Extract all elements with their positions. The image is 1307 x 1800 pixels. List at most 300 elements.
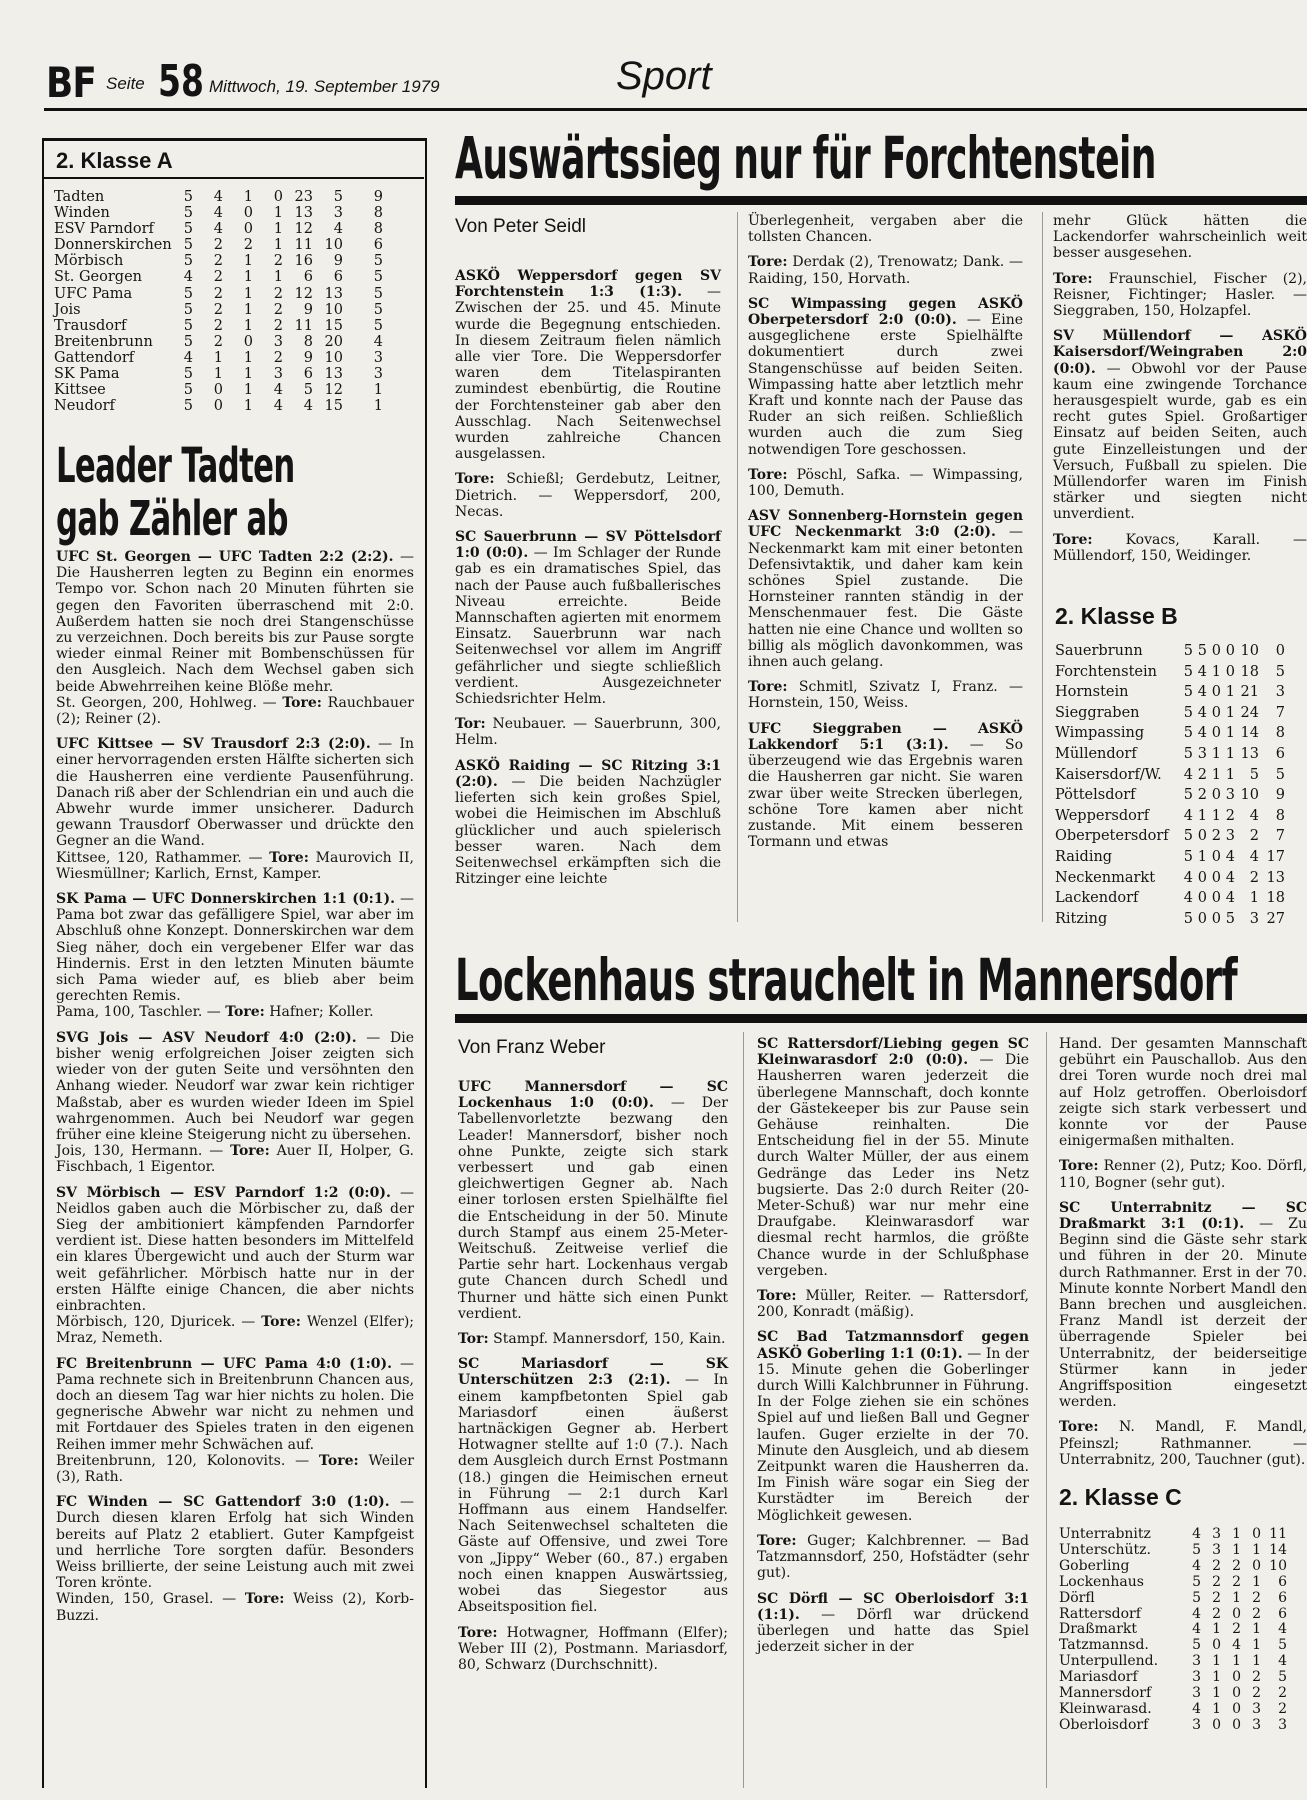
team-name: Goberling xyxy=(1059,1557,1130,1574)
standings-row xyxy=(1055,703,1307,724)
team-name: Raiding xyxy=(1055,848,1113,865)
page-number: 58 xyxy=(158,56,204,107)
body-text: — Pama bot zwar das gefälligere Spiel, war aber im Abschluß ohne Konzept. Donnerskirchen war dem Sieg näher, doch ein vergebener Elfer war das Hindernis. Erst in den letzten Minuten bäumte sich Pama wieder auf, es blieb aber beim gerechten Remis. xyxy=(56,891,415,1005)
issue-date: Mittwoch, 19. September 1979 xyxy=(209,77,440,96)
stat-cell: 1 xyxy=(373,382,383,399)
stat-cell: 5 xyxy=(1192,1573,1201,1590)
stat-cell: 4 xyxy=(273,398,283,415)
stat-cell: 1 xyxy=(1225,725,1235,742)
article-paragraph xyxy=(757,1591,1029,1656)
article-paragraph xyxy=(455,529,721,707)
stat-cell: 4 xyxy=(213,205,223,222)
stat-cell: 0 xyxy=(1232,1685,1241,1702)
stat-cell: 0 xyxy=(1211,848,1221,865)
body-text: Maurovich II, Wiesmüllner; Karlich, Ernst, Kamper. xyxy=(56,849,414,882)
standings-row xyxy=(1059,1654,1307,1670)
stat-cell: 5 xyxy=(183,285,193,302)
article-paragraph xyxy=(56,549,414,695)
stat-cell: 0 xyxy=(1212,1637,1221,1654)
stat-cell: 4 xyxy=(1192,1621,1201,1638)
body-text: Hand. Der gesamten Mannschaft gebührt ein Pauschallob. Aus den drei Toren wurde noch drei mal auf Holz getroffen. Oberloisdorf zeigte sich stark verbessert und konnte vor der Pause einigermaßen mithalten. xyxy=(1059,1036,1307,1150)
article-paragraph xyxy=(748,254,1023,286)
standings-row xyxy=(1059,1527,1307,1543)
stat-cell: 3 xyxy=(1212,1526,1221,1542)
standings-row xyxy=(54,221,414,237)
stat-cell: 2 xyxy=(273,253,283,270)
stat-cell: 5 xyxy=(183,301,193,318)
stat-cell: 7 xyxy=(1275,704,1285,721)
stat-cell: 5 xyxy=(183,333,193,350)
stat-cell: 5 xyxy=(1249,766,1259,783)
article-paragraph xyxy=(1059,1200,1307,1411)
body-text: — Die Hausherren legten zu Beginn ein enormes Tempo vor. Schon nach 20 Minuten führten sie gegen den Favoriten überraschend mit 2:0. Außerdem hatten sie noch drei Stangenschüsse zu verzeichnen. Doch bereits bis zur Pause sorgte wieder einmal Reiner mit Bombenschüssen für den Ausgleich. Nach dem Wechsel gaben sich beide Abwehrreihen keine Blöße mehr. xyxy=(56,549,414,695)
stat-cell: 5 xyxy=(1183,848,1193,865)
stat-cell: 9 xyxy=(333,253,343,270)
team-name: Hornstein xyxy=(1055,684,1129,701)
bold-text: Tore: xyxy=(230,1143,270,1160)
body-text: — Dörfl war drückend überlegen und hatte das Spiel jederzeit sicher in der xyxy=(757,1606,1029,1656)
body-text: Winden, 150, Grasel. — xyxy=(56,1591,245,1608)
standings-row xyxy=(1059,1559,1307,1575)
team-name: Müllendorf xyxy=(1055,745,1137,762)
bold-text: UFC St. Georgen — UFC Tadten 2:2 (2:2). xyxy=(56,549,394,565)
article-paragraph xyxy=(455,268,721,462)
standings-row xyxy=(54,286,414,302)
standings-row xyxy=(54,366,414,382)
team-name: Unterrabnitz xyxy=(1059,1526,1151,1542)
stat-cell: 5 xyxy=(1225,910,1235,927)
article-paragraph xyxy=(455,716,721,748)
team-name: SK Pama xyxy=(54,366,120,383)
bottom-byline: Von Franz Weber xyxy=(458,1037,606,1058)
stat-cell: 1 xyxy=(1225,766,1235,783)
stat-cell: 6 xyxy=(1278,1573,1287,1590)
stat-cell: 0 xyxy=(1211,787,1221,804)
stat-cell: 1 xyxy=(243,253,253,270)
stat-cell: 4 xyxy=(303,398,313,415)
standings-row xyxy=(1059,1670,1307,1686)
stat-cell: 2 xyxy=(1252,1669,1261,1686)
article-paragraph xyxy=(748,213,1023,245)
bold-text: Tore: xyxy=(757,1532,797,1549)
stat-cell: 0 xyxy=(1197,828,1207,845)
article-paragraph xyxy=(56,1004,414,1020)
stat-cell: 5 xyxy=(1183,684,1193,701)
bold-text: Tore: xyxy=(1059,1419,1099,1436)
standings-row xyxy=(54,334,414,350)
stat-cell: 4 xyxy=(1278,1621,1287,1638)
team-name: Lockenhaus xyxy=(1059,1573,1144,1590)
team-name: Kleinwarasd. xyxy=(1059,1700,1152,1717)
standings-row xyxy=(1055,723,1307,744)
standings-row xyxy=(1055,806,1307,827)
stat-cell: 5 xyxy=(183,366,193,383)
stat-cell: 1 xyxy=(1252,1653,1261,1670)
stat-cell: 1 xyxy=(1211,745,1221,762)
body-text: Jois, 130, Hermann. — xyxy=(56,1143,231,1160)
stat-cell: 0 xyxy=(1232,1700,1241,1717)
body-text: — Die Hausherren waren jederzeit die überlegene Mannschaft, doch konnte der Gästekeeper bis zur Pause sein Gehäuse reinhalten. Die Entscheidung fiel in der 55. Minute durch Walter Müller, der aus einem Gedränge das Leder ins Netz bugsierte. Das 2:0 durch Reiter (20-Meter-Schuß) war nur mehr eine Draufgabe. Kleinwarasdorf war diesmal recht harmlos, die größte Chance wurde in der Schlußphase vergeben. xyxy=(757,1052,1029,1279)
stat-cell: 8 xyxy=(303,333,313,350)
bold-text: UFC Sieggraben — ASKÖ Lakkendorf 5:1 (3:1). xyxy=(748,720,1023,753)
article-paragraph xyxy=(455,758,721,888)
body-text: Stampf. Mannersdorf, 150, Kain. xyxy=(488,1331,726,1348)
stat-cell: 1 xyxy=(213,366,223,383)
stat-cell: 4 xyxy=(373,333,383,350)
stat-cell: 5 xyxy=(373,317,383,334)
stat-cell: 2 xyxy=(1211,828,1221,845)
stat-cell: 0 xyxy=(1197,890,1207,907)
team-name: Wimpassing xyxy=(1055,725,1145,742)
stat-cell: 3 xyxy=(1252,1700,1261,1717)
stat-cell: 4 xyxy=(213,189,223,205)
stat-cell: 5 xyxy=(183,205,193,222)
stat-cell: 5 xyxy=(1192,1541,1201,1558)
stat-cell: 6 xyxy=(1278,1605,1287,1622)
stat-cell: 11 xyxy=(1269,1526,1287,1542)
stat-cell: 3 xyxy=(1225,787,1235,804)
stat-cell: 0 xyxy=(1225,643,1235,659)
article-paragraph xyxy=(56,891,414,1004)
article-paragraph xyxy=(455,471,721,520)
standings-row xyxy=(1059,1607,1307,1623)
body-text: — Obwohl vor der Pause kaum eine zwingende Torchance herausgespielt wurde, gab es ein recht gutes Spiel. Großartiger Einsatz auf beiden Seiten, auch gute Einzelleistungen und der Versuch, Fußball zu spielen. Die Müllendorfer waren im Finish stärker und siegten nicht unverdient. xyxy=(1053,360,1307,523)
stat-cell: 1 xyxy=(1212,1669,1221,1686)
stat-cell: 3 xyxy=(1252,1716,1261,1733)
standings-row xyxy=(1059,1702,1307,1718)
stat-cell: 1 xyxy=(1232,1541,1241,1558)
bottom-col-divider-1 xyxy=(743,1032,744,1788)
article-paragraph xyxy=(1059,1036,1307,1149)
standings-row xyxy=(1059,1638,1307,1654)
bold-text: Tore: xyxy=(244,1591,285,1608)
stat-cell: 0 xyxy=(1211,684,1221,701)
standings-row xyxy=(1055,847,1307,868)
bold-text: SC Wimpassing gegen ASKÖ Oberpetersdorf 2:0 (0:0). xyxy=(748,295,1023,329)
stat-cell: 6 xyxy=(1275,745,1285,762)
stat-cell: 3 xyxy=(1197,745,1207,762)
team-name: Oberloisdorf xyxy=(1059,1716,1149,1733)
body-text: — In einem kampfbetonten Spiel gab Mariasdorf einen äußerst hartnäckigen Gegner ab. Herbert Hotwagner stellte auf 1:0 (7.). Nach dem Ausgleich durch Ernst Postmann (18.) gingen die Heimischen erneut in Führung — 2:1 durch Karl Hoffmann aus einem Handselfer. Nach Seitenwechsel schalteten die Gäste auf Offensive, und zwei Tore von „Jippy“ Weber (60., 87.) ergaben noch einen knappen Auswärtssieg, wobei das Siegestor aus Abseitsposition fiel. xyxy=(458,1372,728,1616)
bold-text: UFC Kittsee — SV Trausdorf 2:3 (2:0). xyxy=(56,736,371,753)
stat-cell: 0 xyxy=(273,189,283,205)
bold-text: Tore: xyxy=(1059,1158,1099,1175)
stat-cell: 2 xyxy=(1212,1605,1221,1622)
body-text: Rauchbauer (2); Reiner (2). xyxy=(56,694,414,728)
article-paragraph xyxy=(748,721,1023,851)
team-name: Mariasdorf xyxy=(1059,1669,1138,1686)
stat-cell: 5 xyxy=(183,398,193,415)
stat-cell: 2 xyxy=(1232,1621,1241,1638)
article-paragraph xyxy=(56,1314,414,1346)
section-title: Sport xyxy=(616,54,712,98)
stat-cell: 0 xyxy=(1252,1557,1261,1574)
article-paragraph xyxy=(1059,1419,1307,1468)
article-paragraph xyxy=(458,1331,728,1347)
stat-cell: 5 xyxy=(1183,910,1193,927)
left-article-body xyxy=(56,549,414,1624)
stat-cell: 5 xyxy=(373,269,383,286)
stat-cell: 3 xyxy=(1275,684,1285,701)
standings-row xyxy=(54,237,414,253)
standings-row xyxy=(1055,785,1307,806)
stat-cell: 4 xyxy=(1278,1653,1287,1670)
stat-cell: 4 xyxy=(1249,848,1259,865)
stat-cell: 4 xyxy=(183,269,193,286)
body-text: Pöschl, Safka. — Wimpassing, 100, Demuth. xyxy=(748,466,1023,500)
stat-cell: 1 xyxy=(273,237,283,254)
team-name: Unterschütz. xyxy=(1059,1541,1151,1558)
stat-cell: 1 xyxy=(243,317,253,334)
article-paragraph xyxy=(56,850,414,882)
stat-cell: 13 xyxy=(294,205,313,222)
stat-cell: 15 xyxy=(324,317,343,334)
stat-cell: 2 xyxy=(1212,1589,1221,1606)
stat-cell: 9 xyxy=(373,189,383,205)
article-paragraph xyxy=(1053,213,1307,262)
stat-cell: 4 xyxy=(1183,869,1193,886)
stat-cell: 2 xyxy=(1225,807,1235,824)
stat-cell: 2 xyxy=(213,317,223,334)
stat-cell: 0 xyxy=(1211,869,1221,886)
top-col3 xyxy=(1053,213,1307,564)
bold-text: Tore: xyxy=(269,849,309,866)
body-text: Müller, Reiter. — Rattersdorf, 200, Konradt (mäßig). xyxy=(757,1288,1029,1321)
stat-cell: 1 xyxy=(1212,1700,1221,1717)
stat-cell: 13 xyxy=(1240,745,1259,762)
stat-cell: 13 xyxy=(1266,869,1285,886)
team-name: Pöttelsdorf xyxy=(1055,787,1136,804)
standings-row xyxy=(54,318,414,334)
stat-cell: 1 xyxy=(1211,807,1221,824)
bold-text: Tore: xyxy=(455,471,495,488)
team-name: Unterpullend. xyxy=(1059,1653,1159,1670)
body-text: — Die beiden Nachzügler lieferten sich kein großes Spiel, wobei die Heimischen im Abschluß glücklicher und auch spielerisch besser waren. Nach dem Seitenwechsel erkämpften sich die Ritzinger eine leichte xyxy=(455,773,721,888)
standings-row xyxy=(1059,1718,1307,1734)
top-headline-bar xyxy=(455,196,1307,205)
stat-cell: 12 xyxy=(294,221,313,238)
stat-cell: 1 xyxy=(243,382,253,399)
table-b-standings xyxy=(1055,641,1307,929)
bold-text: SC Sauerbrunn — SV Pöttelsdorf 1:0 (0:0). xyxy=(455,529,721,562)
bold-text: Tore: xyxy=(261,1314,301,1331)
article-paragraph xyxy=(56,1185,414,1315)
bold-text: SC Unterrabnitz — SC Draßmarkt 3:1 (0:1). xyxy=(1059,1199,1307,1233)
stat-cell: 2 xyxy=(1232,1573,1241,1590)
stat-cell: 5 xyxy=(1278,1669,1287,1686)
stat-cell: 13 xyxy=(324,285,343,302)
body-text: — Zwischen der 25. und 45. Minute wurde die Begegnung entschieden. In diesem Zeitraum fielen nämlich alle vier Tore. Die Weppersdorfer waren dem Titelaspiranten zumindest ebenbürtig, die Routine der Forchtensteiner gab aber den Ausschlag. Nach Seitenwechsel wurden zahlreiche Chancen ausgelassen. xyxy=(455,284,721,463)
stat-cell: 1 xyxy=(243,366,253,383)
standings-row xyxy=(1055,826,1307,847)
stat-cell: 4 xyxy=(1225,890,1235,907)
stat-cell: 8 xyxy=(373,205,383,222)
team-name: Draßmarkt xyxy=(1059,1621,1138,1638)
stat-cell: 0 xyxy=(1275,643,1285,659)
stat-cell: 4 xyxy=(1192,1526,1201,1542)
stat-cell: 0 xyxy=(1211,725,1221,742)
stat-cell: 15 xyxy=(324,398,343,415)
stat-cell: 4 xyxy=(333,221,343,238)
standings-row xyxy=(1059,1575,1307,1591)
body-text: Breitenbrunn, 120, Kolonovits. — xyxy=(56,1452,320,1469)
body-text: — In der 15. Minute gehen die Goberlinger durch Willi Kalchbrunner in Führung. In der Folge ziehen sie ein schönes Spiel auf und ließen Ball und Gegner laufen. Guger erzielte in der 70. Minute den Ausgleich, und ab diesem Zeitpunkt waren die Hausherren da. Im Finish wäre sogar ein Sieg der Kurstädter im Bereich der Möglichkeit gewesen. xyxy=(757,1345,1029,1524)
bold-text: SC Bad Tatzmannsdorf gegen ASKÖ Goberling 1:1 (0:1). xyxy=(757,1329,1029,1362)
stat-cell: 1 xyxy=(273,205,283,222)
team-name: Weppersdorf xyxy=(1055,807,1150,824)
stat-cell: 3 xyxy=(333,205,343,222)
stat-cell: 1 xyxy=(1225,684,1235,701)
stat-cell: 4 xyxy=(183,349,193,366)
stat-cell: 12 xyxy=(324,382,343,399)
stat-cell: 1 xyxy=(1232,1589,1241,1606)
stat-cell: 2 xyxy=(273,301,283,318)
stat-cell: 1 xyxy=(243,349,253,366)
stat-cell: 10 xyxy=(1240,643,1259,659)
stat-cell: 5 xyxy=(1192,1589,1201,1606)
stat-cell: 4 xyxy=(1197,704,1207,721)
body-text: — Der Tabellenvorletzte bezwang den Leader! Mannersdorf, bisher noch ohne Punkte, zeigte sich stark verbessert und gab einen gleichwertigen Gegner ab. Nach einer torlosen ersten Spielhälfte fiel die Entscheidung in der 50. Minute durch Stampf aus einem 25-Meter-Weitschuß. Zeitweise verlief die Partie sehr hart. Lockenhaus vergab gute Chancen durch Schedl und Thurner und hätte sich einen Punkt verdient. xyxy=(458,1095,728,1322)
team-name: UFC Pama xyxy=(54,285,133,302)
article-paragraph xyxy=(757,1288,1029,1320)
bold-text: Tore: xyxy=(458,1624,498,1641)
stat-cell: 17 xyxy=(1266,848,1285,865)
stat-cell: 2 xyxy=(1278,1685,1287,1702)
bold-text: Tore: xyxy=(319,1452,359,1469)
stat-cell: 27 xyxy=(1266,910,1285,927)
team-name: Kaisersdorf/W. xyxy=(1055,766,1162,783)
body-text: — Im Schlager der Runde gab es ein dramatisches Spiel, das nach der Pause auch fußballerisches Niveau erreichte. Beide Mannschaften agierten mit enormem Einsatz. Sauerbrunn war nach Seitenwechsel vor allem im Angriff gefährlicher und siegte schließlich verdient. Ausgezeichneter Schiedsrichter Helm. xyxy=(455,545,722,708)
article-paragraph xyxy=(748,296,1023,458)
stat-cell: 4 xyxy=(1183,807,1193,824)
stat-cell: 21 xyxy=(1240,684,1259,701)
body-text: Pama, 100, Taschler. — xyxy=(56,1004,226,1021)
article-paragraph xyxy=(458,1625,728,1674)
stat-cell: 2 xyxy=(1278,1700,1287,1717)
stat-cell: 2 xyxy=(273,317,283,334)
stat-cell: 1 xyxy=(1212,1621,1221,1638)
article-paragraph xyxy=(458,1356,728,1615)
bold-text: SC Rattersdorf/Liebing gegen SC Kleinwarasdorf 2:0 (0:0). xyxy=(757,1036,1029,1069)
stat-cell: 5 xyxy=(303,382,313,399)
stat-cell: 6 xyxy=(1278,1589,1287,1606)
top-col2 xyxy=(748,213,1023,850)
stat-cell: 5 xyxy=(1183,725,1193,742)
standings-row xyxy=(1055,765,1307,786)
team-name: Sieggraben xyxy=(1055,704,1140,721)
stat-cell: 1 xyxy=(243,269,253,286)
bottom-col2 xyxy=(757,1036,1029,1655)
stat-cell: 9 xyxy=(303,301,313,318)
stat-cell: 1 xyxy=(243,301,253,318)
stat-cell: 8 xyxy=(1275,807,1285,824)
stat-cell: 4 xyxy=(273,382,283,399)
stat-cell: 9 xyxy=(303,349,313,366)
stat-cell: 5 xyxy=(183,189,193,205)
body-text: Weiss (2), Korb-Buzzi. xyxy=(56,1591,414,1624)
stat-cell: 3 xyxy=(1249,910,1259,927)
body-text: N. Mandl, F. Mandl, Pfeinszl; Rathmanner. — Unterrabnitz, 200, Tauchner (gut). xyxy=(1059,1419,1307,1468)
stat-cell: 5 xyxy=(1275,766,1285,783)
stat-cell: 1 xyxy=(1232,1526,1241,1542)
article-paragraph xyxy=(56,1591,414,1623)
stat-cell: 5 xyxy=(183,317,193,334)
stat-cell: 5 xyxy=(183,237,193,254)
body-text: Mörbisch, 120, Djuricek. — xyxy=(56,1314,262,1331)
stat-cell: 5 xyxy=(1183,828,1193,845)
stat-cell: 13 xyxy=(324,366,343,383)
article-paragraph xyxy=(56,695,414,727)
stat-cell: 4 xyxy=(1192,1700,1201,1717)
stat-cell: 0 xyxy=(243,221,253,238)
stat-cell: 12 xyxy=(294,285,313,302)
bold-text: SV Müllendorf — ASKÖ Kaisersdorf/Weingraben 2:0 (0:0). xyxy=(1053,328,1307,377)
stat-cell: 1 xyxy=(1212,1685,1221,1702)
bold-text: SC Mariasdorf — SK Unterschützen 2:3 (2:1). xyxy=(458,1356,728,1389)
bold-text: FC Breitenbrunn — UFC Pama 4:0 (1:0). xyxy=(56,1355,393,1372)
stat-cell: 5 xyxy=(373,301,383,318)
bold-text: Tore: xyxy=(748,254,788,271)
page-label: Seite xyxy=(106,74,145,93)
article-paragraph xyxy=(748,508,1023,670)
standings-row xyxy=(1059,1686,1307,1702)
bold-text: UFC Mannersdorf — SC Lockenhaus 1:0 (0:0). xyxy=(458,1079,728,1112)
stat-cell: 1 xyxy=(1212,1653,1221,1670)
standings-row xyxy=(54,269,414,285)
stat-cell: 1 xyxy=(273,221,283,238)
stat-cell: 0 xyxy=(213,398,223,415)
top-col-divider-2 xyxy=(1042,212,1043,922)
team-name: Dörfl xyxy=(1059,1589,1095,1606)
standings-row xyxy=(54,302,414,318)
team-name: Jois xyxy=(54,301,81,318)
bold-text: SC Dörfl — SC Oberloisdorf 3:1 (1:1). xyxy=(757,1590,1029,1623)
stat-cell: 8 xyxy=(373,221,383,238)
team-name: Gattendorf xyxy=(54,349,135,366)
stat-cell: 1 xyxy=(1252,1621,1261,1638)
standings-row xyxy=(1055,744,1307,765)
bold-text: SK Pama — UFC Donnerskirchen 1:1 (0:1). xyxy=(56,891,395,908)
stat-cell: 2 xyxy=(273,349,283,366)
stat-cell: 1 xyxy=(1225,704,1235,721)
team-name: Lackendorf xyxy=(1055,890,1139,907)
stat-cell: 4 xyxy=(1192,1557,1201,1574)
article-paragraph xyxy=(56,1143,414,1175)
stat-cell: 4 xyxy=(1225,869,1235,886)
body-text: Kovacs, Karall. — Müllendorf, 150, Weidinger. xyxy=(1053,531,1307,564)
article-paragraph xyxy=(757,1036,1029,1279)
stat-cell: 18 xyxy=(1240,663,1259,680)
body-text: Hafner; Koller. xyxy=(264,1004,374,1021)
masthead xyxy=(46,54,1306,110)
body-text: Neubauer. — Sauerbrunn, 300, Helm. xyxy=(455,716,721,749)
stat-cell: 0 xyxy=(1197,910,1207,927)
stat-cell: 3 xyxy=(373,366,383,383)
stat-cell: 2 xyxy=(213,253,223,270)
article-paragraph xyxy=(748,467,1023,499)
masthead-rule xyxy=(44,108,1307,111)
team-name: Mannersdorf xyxy=(1059,1685,1152,1702)
stat-cell: 0 xyxy=(1211,910,1221,927)
article-paragraph xyxy=(1053,532,1307,564)
table-b-title: 2. Klasse B xyxy=(1055,603,1178,629)
team-name: ESV Parndorf xyxy=(54,221,154,238)
stat-cell: 2 xyxy=(213,285,223,302)
stat-cell: 4 xyxy=(213,221,223,238)
table-c-title: 2. Klasse C xyxy=(1059,1484,1182,1510)
stat-cell: 4 xyxy=(1183,766,1193,783)
stat-cell: 10 xyxy=(1240,787,1259,804)
